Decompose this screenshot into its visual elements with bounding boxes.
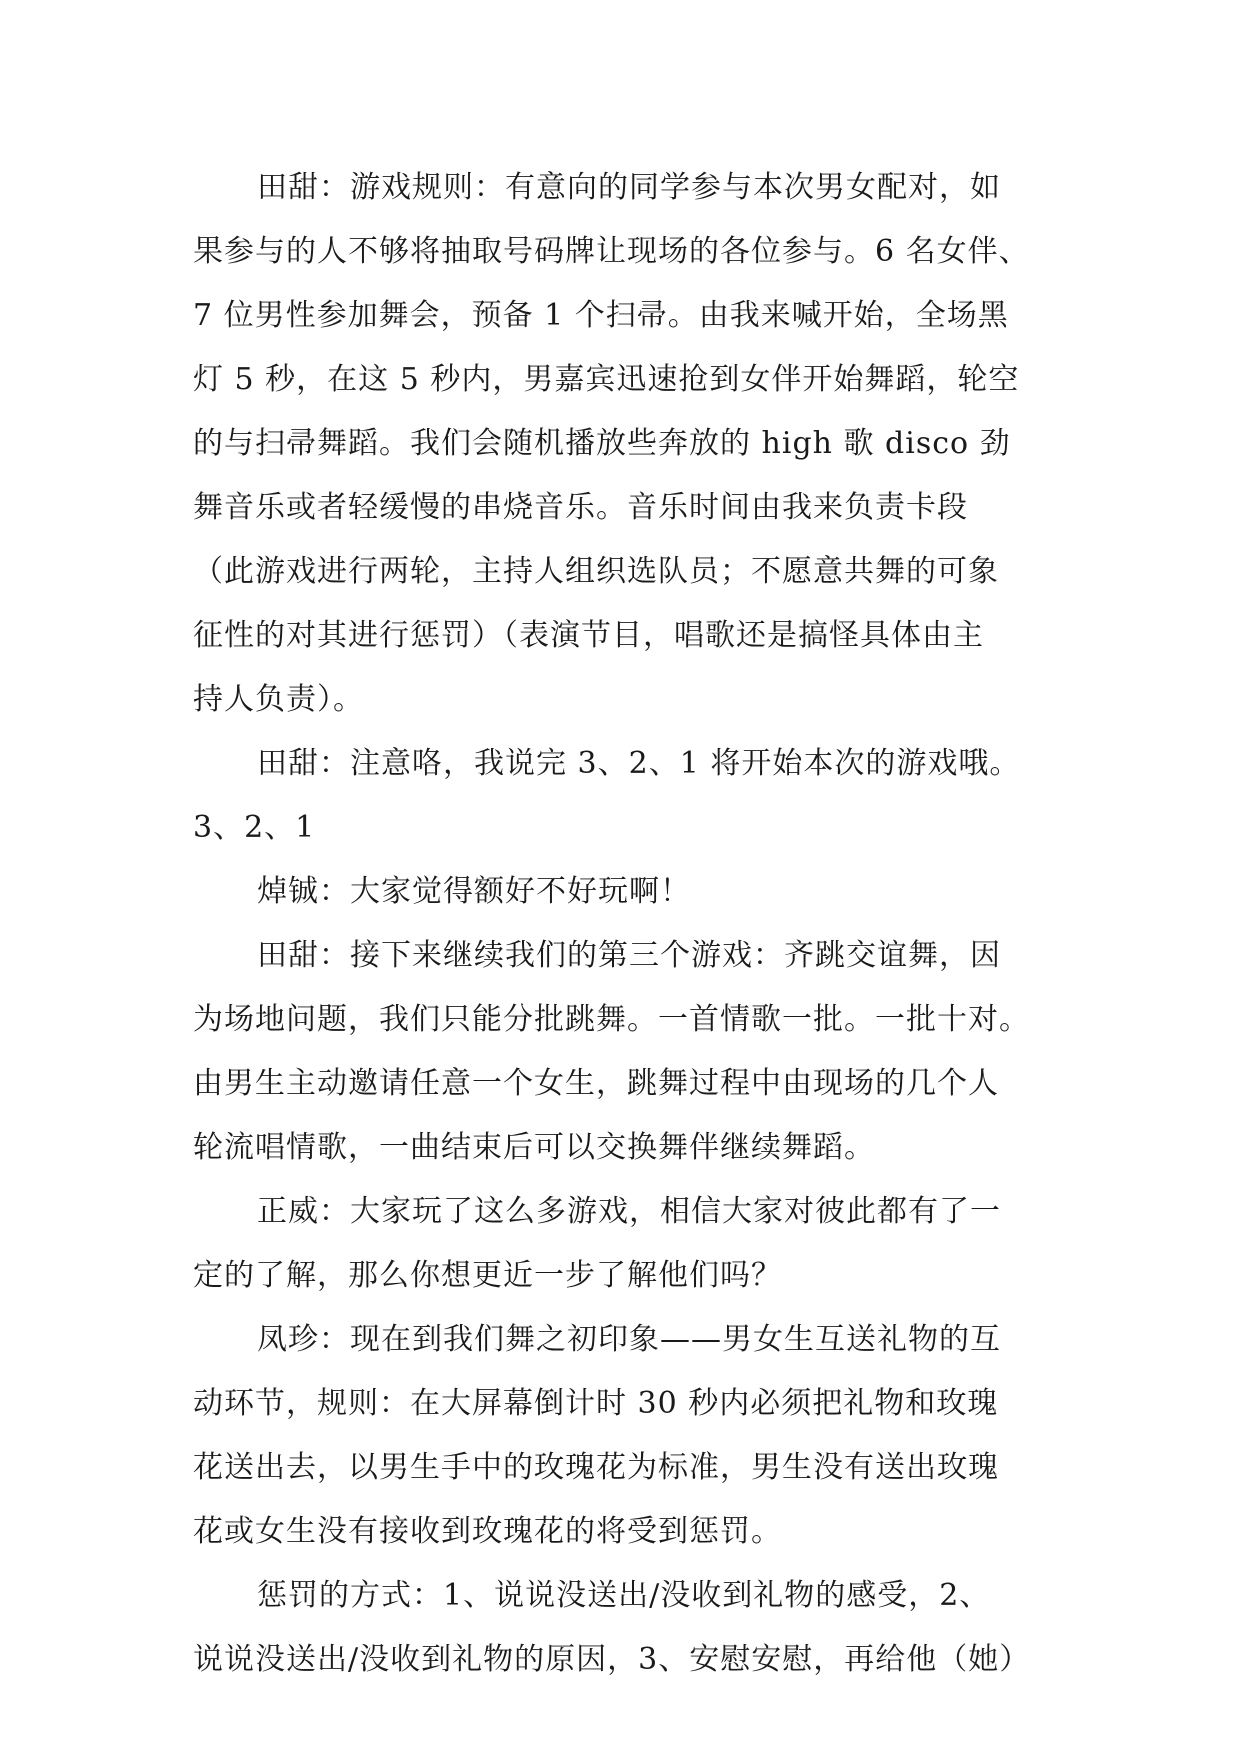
text-line: 田甜：游戏规则：有意向的同学参与本次男女配对，如 xyxy=(257,170,1001,205)
text-line: 的与扫帚舞蹈。我们会随机播放些奔放的 high 歌 disco 劲 xyxy=(193,426,1011,461)
text-line: 焯铖：大家觉得额好不好玩啊！ xyxy=(257,874,691,909)
text-line: 凤珍：现在到我们舞之初印象——男女生互送礼物的互 xyxy=(257,1322,1001,1357)
text-line: 轮流唱情歌，一曲结束后可以交换舞伴继续舞蹈。 xyxy=(193,1130,875,1165)
text-line: 花或女生没有接收到玫瑰花的将受到惩罚。 xyxy=(193,1514,782,1549)
text-line: 说说没送出/没收到礼物的原因，3、安慰安慰，再给他（她） xyxy=(193,1642,1031,1677)
text-line: 定的了解，那么你想更近一步了解他们吗？ xyxy=(193,1258,782,1293)
text-line: 灯 5 秒，在这 5 秒内，男嘉宾迅速抢到女伴开始舞蹈，轮空 xyxy=(193,362,1020,397)
text-line: 为场地问题，我们只能分批跳舞。一首情歌一批。一批十对。 xyxy=(193,1002,1030,1037)
text-line: 惩罚的方式：1、说说没送出/没收到礼物的感受，2、 xyxy=(257,1578,991,1613)
text-line: 3、2、1 xyxy=(193,810,316,845)
text-line: 舞音乐或者轻缓慢的串烧音乐。音乐时间由我来负责卡段 xyxy=(193,490,968,525)
text-line: 由男生主动邀请任意一个女生，跳舞过程中由现场的几个人 xyxy=(193,1066,999,1101)
text-line: 田甜：注意咯，我说完 3、2、1 将开始本次的游戏哦。 xyxy=(257,746,1021,781)
text-line: 动环节，规则：在大屏幕倒计时 30 秒内必须把礼物和玫瑰 xyxy=(193,1386,999,1421)
text-line: 持人负责）。 xyxy=(193,682,364,717)
text-line: 花送出去，以男生手中的玫瑰花为标准，男生没有送出玫瑰 xyxy=(193,1450,999,1485)
text-line: 果参与的人不够将抽取号码牌让现场的各位参与。6 名女伴、 xyxy=(193,234,1030,269)
text-line: 7 位男性参加舞会，预备 1 个扫帚。由我来喊开始，全场黑 xyxy=(193,298,1009,333)
text-line: 田甜：接下来继续我们的第三个游戏：齐跳交谊舞，因 xyxy=(257,938,1001,973)
text-line: 征性的对其进行惩罚）（表演节目，唱歌还是搞怪具体由主 xyxy=(193,618,984,653)
document-body-text xyxy=(193,156,1073,1692)
text-line: 正威：大家玩了这么多游戏，相信大家对彼此都有了一 xyxy=(257,1194,1001,1229)
text-line: （此游戏进行两轮，主持人组织选队员；不愿意共舞的可象 xyxy=(193,554,999,589)
